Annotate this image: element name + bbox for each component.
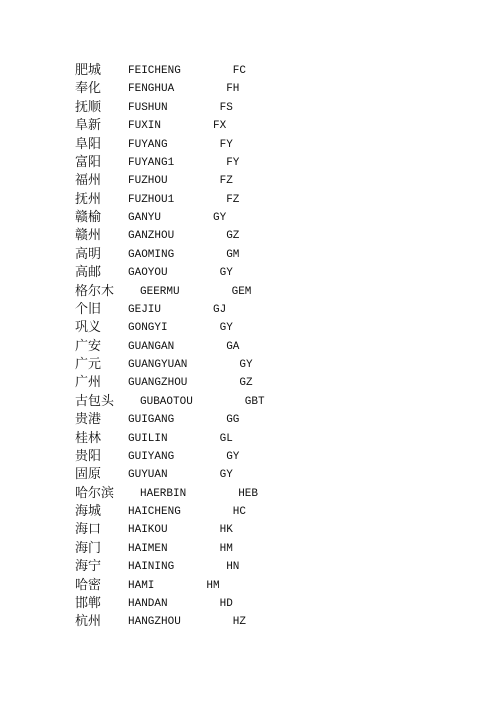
city-name: 广元	[75, 357, 102, 372]
city-name: 哈尔滨	[75, 485, 115, 501]
city-code: FY	[226, 156, 240, 169]
city-code: FY	[219, 138, 233, 151]
city-name: 格尔木	[75, 283, 115, 299]
city-name: 哈密	[75, 577, 102, 593]
city-code: FH	[226, 83, 240, 96]
city-code: GY	[219, 267, 233, 280]
city-pinyin: GAOYOU	[128, 267, 168, 280]
city-pinyin: HAINING	[128, 561, 175, 574]
city-pinyin: HANGZHOU	[128, 616, 181, 629]
list-item	[75, 246, 375, 264]
city-code: GL	[219, 432, 233, 445]
city-pinyin: FUZHOU	[128, 175, 168, 188]
list-item	[75, 62, 375, 80]
list-item	[75, 411, 375, 429]
city-pinyin: FEICHENG	[128, 65, 181, 77]
city-name: 高邮	[75, 265, 102, 281]
city-code: HK	[219, 524, 233, 537]
list-item	[75, 430, 375, 448]
list-item	[75, 540, 375, 558]
city-code: HM	[219, 542, 233, 555]
city-pinyin: FUSHUN	[128, 101, 168, 114]
city-name: 固原	[75, 467, 102, 483]
list-item	[75, 485, 375, 503]
city-name: 赣榆	[75, 210, 102, 225]
city-code: GY	[239, 359, 253, 371]
city-code: FC	[232, 65, 246, 77]
city-pinyin: GEERMU	[140, 285, 180, 298]
city-pinyin: FUZHOU1	[128, 193, 175, 206]
city-name: 肥城	[75, 63, 102, 78]
city-name: 桂林	[75, 430, 102, 446]
city-name: 福州	[75, 173, 102, 189]
city-name: 抚州	[75, 191, 102, 207]
list-item	[75, 374, 375, 392]
city-pinyin: GUIGANG	[128, 414, 175, 427]
city-pinyin: GUILIN	[128, 432, 168, 445]
city-code: HM	[206, 579, 220, 592]
city-name: 广安	[75, 338, 102, 354]
city-code: FX	[213, 120, 227, 133]
city-pinyin: FUYANG1	[128, 156, 175, 169]
list-item	[75, 283, 375, 301]
city-code: FZ	[226, 193, 240, 206]
city-name: 奉化	[75, 81, 102, 97]
city-pinyin: GANYU	[128, 212, 162, 224]
city-pinyin: GONGYI	[128, 322, 168, 335]
city-name: 阜阳	[75, 136, 102, 152]
city-name: 海城	[75, 504, 102, 519]
city-code: GY	[219, 469, 233, 482]
list-item	[75, 80, 375, 98]
list-item	[75, 99, 375, 117]
city-pinyin: HAIKOU	[128, 524, 168, 537]
city-name: 高明	[75, 246, 102, 262]
list-item	[75, 393, 375, 411]
city-code: GY	[213, 212, 227, 224]
city-code-list	[75, 62, 375, 632]
city-code: HC	[232, 506, 246, 518]
city-name: 巩义	[75, 320, 102, 336]
list-item	[75, 521, 375, 539]
city-name: 阜新	[75, 118, 102, 134]
list-item	[75, 172, 375, 190]
city-name: 海门	[75, 540, 102, 556]
city-code: HEB	[238, 487, 258, 500]
city-pinyin: GUANGYUAN	[128, 359, 188, 371]
city-pinyin: FENGHUA	[128, 83, 175, 96]
city-pinyin: HANDAN	[128, 597, 168, 610]
city-pinyin: GUIYANG	[128, 450, 175, 463]
city-code: GA	[226, 340, 240, 353]
city-code: HD	[219, 597, 233, 610]
city-name: 杭州	[75, 614, 102, 630]
list-item	[75, 117, 375, 135]
city-name: 抚顺	[75, 99, 102, 115]
list-item	[75, 227, 375, 245]
city-name: 个旧	[75, 301, 102, 317]
city-pinyin: FUXIN	[128, 120, 162, 133]
city-code: FS	[219, 101, 233, 114]
city-pinyin: GANZHOU	[128, 230, 175, 243]
list-item	[75, 613, 375, 631]
city-pinyin: HAICHENG	[128, 506, 181, 518]
city-name: 海口	[75, 522, 102, 538]
list-item	[75, 595, 375, 613]
list-item	[75, 136, 375, 154]
list-item	[75, 209, 375, 227]
list-item	[75, 466, 375, 484]
city-name: 海宁	[75, 559, 102, 575]
city-name: 古包头	[75, 393, 115, 409]
city-name: 邯郸	[75, 595, 102, 611]
city-code: GM	[226, 248, 240, 261]
city-code: HN	[226, 561, 240, 574]
city-code: GZ	[239, 377, 253, 390]
list-item	[75, 356, 375, 374]
city-code: FZ	[219, 175, 233, 188]
city-code: GY	[226, 450, 240, 463]
list-item	[75, 154, 375, 172]
city-pinyin: GUANGZHOU	[128, 377, 188, 390]
city-name: 赣州	[75, 228, 102, 244]
city-code: GJ	[213, 303, 227, 316]
city-name: 贵阳	[75, 448, 102, 464]
city-name: 贵港	[75, 412, 102, 428]
list-item	[75, 301, 375, 319]
city-name: 广州	[75, 375, 102, 391]
city-pinyin: HAIMEN	[128, 542, 168, 555]
city-code: GEM	[231, 285, 252, 298]
city-pinyin: HAMI	[128, 579, 155, 592]
list-item	[75, 558, 375, 576]
city-pinyin: FUYANG	[128, 138, 168, 151]
city-pinyin: GUANGAN	[128, 340, 175, 353]
city-code: HZ	[232, 616, 246, 629]
list-item	[75, 191, 375, 209]
city-code: GZ	[226, 230, 240, 243]
list-item	[75, 319, 375, 337]
city-pinyin: HAERBIN	[140, 487, 187, 500]
city-pinyin: GAOMING	[128, 248, 175, 261]
list-item	[75, 264, 375, 282]
city-code: GBT	[244, 395, 265, 408]
list-item	[75, 503, 375, 521]
city-code: GG	[226, 414, 240, 427]
list-item	[75, 577, 375, 595]
city-pinyin: GEJIU	[128, 303, 162, 316]
city-name: 富阳	[75, 154, 102, 170]
list-item	[75, 338, 375, 356]
list-item	[75, 448, 375, 466]
city-pinyin: GUYUAN	[128, 469, 168, 482]
city-code: GY	[219, 322, 233, 335]
city-pinyin: GUBAOTOU	[140, 395, 193, 408]
